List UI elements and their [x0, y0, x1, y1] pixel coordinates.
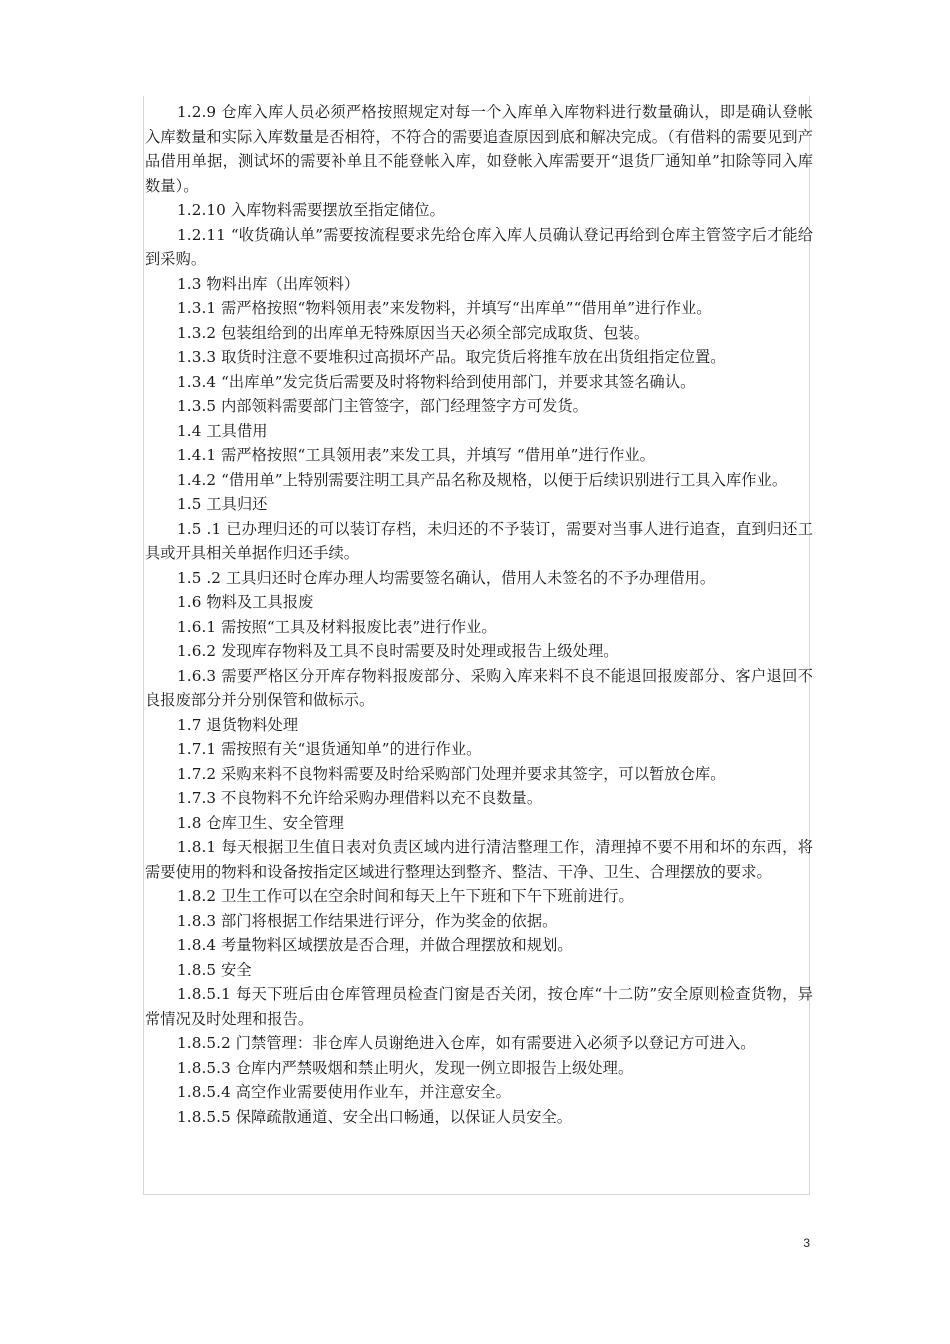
heading-1-3: 1.3 物料出库（出库领料）: [177, 274, 360, 293]
paragraph-1-3-4: 1.3.4 “出库单”发完货后需要及时将物料给到使用部门，并要求其签名确认。: [177, 372, 696, 391]
paragraph-1-8-4: 1.8.4 考量物料区域摆放是否合理，并做合理摆放和规划。: [177, 936, 573, 954]
document-body: [145, 100, 813, 1129]
heading-1-5: 1.5 工具归还: [177, 495, 268, 513]
heading-1-4: 1.4 工具借用: [177, 421, 268, 440]
paragraph-1-2-11: 1.2.11 “收货确认单”需要按流程要求先给仓库入库人员确认登记再给到仓库主管签字后才能给到采购。: [145, 225, 813, 268]
paragraph-1-7-3: 1.7.3 不良物料不允许给采购办理借料以充不良数量。: [177, 789, 543, 807]
heading-1-6: 1.6 物料及工具报废: [177, 593, 314, 611]
paragraph-1-3-2: 1.3.2 包装组给到的出库单无特殊原因当天必须全部完成取货、包装。: [177, 323, 650, 342]
paragraph-1-3-5: 1.3.5 内部领料需要部门主管签字，部门经理签字方可发货。: [177, 397, 588, 415]
paragraph-1-8-3: 1.8.3 部门将根据工作结果进行评分，作为奖金的依据。: [177, 911, 558, 930]
paragraph-1-8-1: 1.8.1 每天根据卫生值日表对负责区域内进行清洁整理工作，清理掉不要不用和坏的东西，将需要使用的物料和设备按指定区域进行整理达到整齐、整洁、干净、卫生、合理摆放的要求。: [145, 838, 813, 881]
heading-1-8: 1.8 仓库卫生、安全管理: [177, 813, 344, 832]
heading-1-8-5: 1.8.5 安全: [177, 960, 252, 979]
paragraph-1-8-2: 1.8.2 卫生工作可以在空余时间和每天上午下班和下午下班前进行。: [177, 887, 634, 905]
paragraph-1-8-5-5: 1.8.5.5 保障疏散通道、安全出口畅通，以保证人员安全。: [177, 1107, 573, 1126]
paragraph-1-7-2: 1.7.2 采购来料不良物料需要及时给采购部门处理并要求其签字，可以暂放仓库。: [177, 764, 726, 783]
paragraph-1-5-2: 1.5 .2 工具归还时仓库办理人均需要签名确认，借用人未签名的不予办理借用。: [177, 568, 716, 587]
paragraph-1-8-5-1: 1.8.5.1 每天下班后由仓库管理员检查门窗是否关闭，按仓库“十二防”安全原则检查货物，异常情况及时处理和报告。: [145, 985, 813, 1028]
paragraph-1-8-5-2: 1.8.5.2 门禁管理：非仓库人员谢绝进入仓库，如有需要进入必须予以登记方可进入。: [177, 1034, 756, 1052]
paragraph-1-2-9: 1.2.9 仓库入库人员必须严格按照规定对每一个入库单入库物料进行数量确认，即是确认登帐入库数量和实际入库数量是否相符，不符合的需要追查原因到底和解决完成。（有借料的需要见到产品借用单据，测试坏的需要补单且不能登帐入库，如登帐入库需要开“退货厂通知单”扣除等同入库数量）。: [145, 103, 813, 195]
paragraph-1-6-3: 1.6.3 需要严格区分开库存物料报废部分、采购入库来料不良不能退回报废部分、客户退回不良报废部分并分别保管和做标示。: [145, 666, 813, 709]
paragraph-1-5-1: 1.5 .1 已办理归还的可以装订存档，未归还的不予装订，需要对当事人进行追查，直到归还工具或开具相关单据作归还手续。: [145, 519, 813, 562]
paragraph-1-2-10: 1.2.10 入库物料需要摆放至指定储位。: [177, 201, 445, 219]
paragraph-1-7-1: 1.7.1 需按照有关“退货通知单”的进行作业。: [177, 740, 482, 758]
paragraph-1-3-1: 1.3.1 需严格按照“物料领用表”来发物料，并填写“出库单”“借用单”进行作业。: [177, 299, 712, 317]
paragraph-1-4-1: 1.4.1 需严格按照“工具领用表”来发工具，并填写 “借用单”进行作业。: [177, 446, 655, 464]
paragraph-1-6-1: 1.6.1 需按照“工具及材料报废比表”进行作业。: [177, 617, 497, 636]
page-number: 3: [803, 1236, 810, 1250]
paragraph-1-8-5-4: 1.8.5.4 高空作业需要使用作业车，并注意安全。: [177, 1083, 511, 1101]
paragraph-1-3-3: 1.3.3 取货时注意不要堆积过高损坏产品。取完货后将推车放在出货组指定位置。: [177, 348, 726, 366]
paragraph-1-8-5-3: 1.8.5.3 仓库内严禁吸烟和禁止明火，发现一例立即报告上级处理。: [177, 1058, 634, 1077]
paragraph-1-4-2: 1.4.2 “借用单”上特别需要注明工具产品名称及规格，以便于后续识别进行工具入库作业。: [177, 470, 788, 489]
paragraph-1-6-2: 1.6.2 发现库存物料及工具不良时需要及时处理或报告上级处理。: [177, 642, 619, 660]
heading-1-7: 1.7 退货物料处理: [177, 715, 299, 734]
